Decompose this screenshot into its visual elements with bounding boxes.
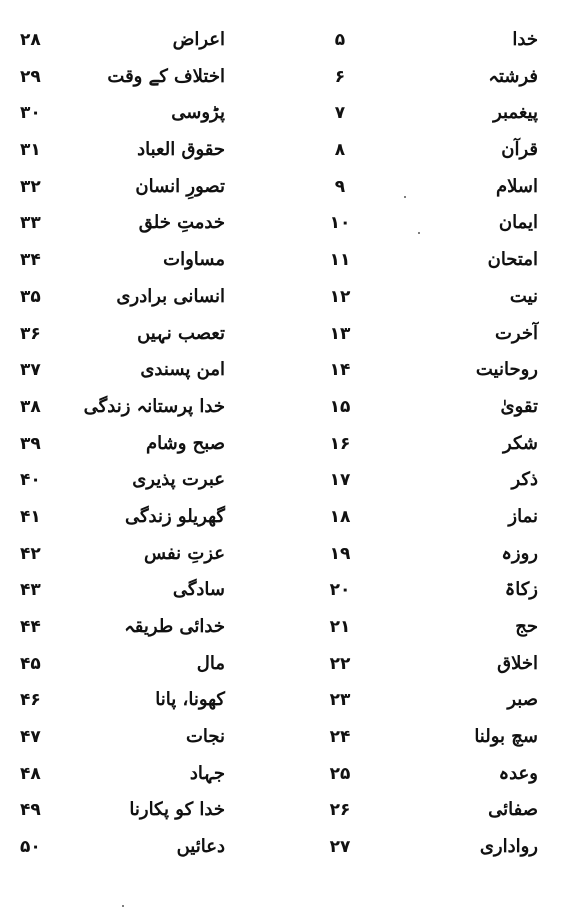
page-number: ۹ xyxy=(334,176,346,197)
topic-entry: سادگی xyxy=(172,579,225,601)
page-number: ۴۸ xyxy=(20,763,41,784)
page-number: ۳۹ xyxy=(20,433,41,454)
topic-entry: صبح وشام xyxy=(145,432,225,454)
page-number: ۳۱ xyxy=(20,140,41,161)
topic-entry: تعصب نہیں xyxy=(137,322,225,344)
page-number: ۲۰ xyxy=(329,580,351,601)
topic-entry: نیت xyxy=(509,285,538,307)
page-number: ۲۱ xyxy=(329,617,351,637)
page-number: ۳۵ xyxy=(20,286,41,307)
page-number: ۴۳ xyxy=(20,580,41,601)
topic-entry: جہاد xyxy=(189,762,225,784)
right-topics xyxy=(390,22,538,866)
page-number: ۲۹ xyxy=(20,66,41,87)
topic-entry: اعراض xyxy=(172,29,225,50)
topic-entry: نماز xyxy=(508,505,538,527)
page-number: ۲۲ xyxy=(329,653,351,674)
topic-entry: سچ بولنا xyxy=(474,726,538,748)
topic-entry: شکر xyxy=(503,432,538,454)
topic-entry: امن پسندی xyxy=(140,359,225,381)
topic-entry: فرشتہ xyxy=(488,65,538,87)
topic-entry: پڑوسی xyxy=(171,102,225,124)
page-number: ۳۰ xyxy=(20,103,41,124)
topic-entry: تصورِ انسان xyxy=(135,175,225,197)
page-number: ۵ xyxy=(334,30,346,50)
page-number: ۳۲ xyxy=(20,176,41,197)
topic-entry: روحانیت xyxy=(475,359,538,381)
topic-entry: روزہ xyxy=(501,542,538,564)
page-number: ۴۲ xyxy=(20,543,41,564)
topic-entry: قرآن xyxy=(501,139,538,161)
right-page-numbers xyxy=(320,22,360,866)
page-number: ۲۵ xyxy=(329,763,351,784)
topic-entry: اختلاف کے وقت xyxy=(107,65,225,87)
topic-entry: نجات xyxy=(185,726,225,748)
topic-entry: زکاۃ xyxy=(504,579,538,601)
page-number: ۲۷ xyxy=(329,837,351,858)
page-number: ۳۶ xyxy=(20,323,41,344)
topic-entry: حج xyxy=(515,616,538,637)
page-number: ۴۷ xyxy=(20,727,41,748)
page-number: ۴۹ xyxy=(20,800,41,821)
topic-entry: خدا xyxy=(512,29,538,50)
print-speck xyxy=(404,196,406,198)
page-number: ۲۳ xyxy=(329,690,351,711)
topic-entry: عزتِ نفس xyxy=(144,542,225,564)
topic-entry: مساوات xyxy=(163,249,225,271)
topic-entry: گھریلو زندگی xyxy=(124,505,225,527)
left-page-numbers xyxy=(20,22,80,866)
topic-entry: صبر xyxy=(507,689,538,711)
topic-entry: دعائیں xyxy=(176,836,225,858)
page-number: ۴۶ xyxy=(20,690,41,711)
left-topics xyxy=(83,22,225,866)
page-number: ۱۰ xyxy=(329,213,351,234)
topic-entry: حقوق العباد xyxy=(137,139,225,161)
topic-entry: آخرت xyxy=(494,322,538,344)
page-number: ۱۶ xyxy=(329,433,351,454)
topic-entry: خدا پرستانہ زندگی xyxy=(83,395,225,417)
page-number: ۱۷ xyxy=(329,470,351,491)
page-number: ۲۸ xyxy=(20,30,41,50)
page-number: ۵۰ xyxy=(20,837,41,858)
page-number: ۲۴ xyxy=(329,727,351,748)
topic-entry: کھونا، پانا xyxy=(155,689,225,711)
topic-entry: اخلاق xyxy=(497,652,538,674)
topic-entry: مال xyxy=(196,652,225,674)
topic-entry: عبرت پذیری xyxy=(132,469,225,491)
page-number: ۳۸ xyxy=(20,396,41,417)
page-number: ۴۰ xyxy=(20,470,41,491)
topic-entry: ذکر xyxy=(511,469,538,491)
page-number: ۷ xyxy=(334,103,346,124)
print-speck xyxy=(418,232,420,234)
page-number: ۴۵ xyxy=(20,653,41,674)
page-number: ۶ xyxy=(334,66,346,87)
page-number: ۳۴ xyxy=(20,250,41,271)
topic-entry: وعدہ xyxy=(498,762,538,784)
topic-entry: صفائی xyxy=(488,799,538,821)
topic-entry: خدمتِ خلق xyxy=(138,212,225,234)
topic-entry: پیغمبر xyxy=(493,102,538,124)
page-number: ۳۳ xyxy=(20,213,41,234)
topic-entry: ایمان xyxy=(498,212,538,234)
topic-entry: اسلام xyxy=(496,175,538,197)
topic-entry: خدائی طریقہ xyxy=(124,616,225,637)
topic-entry: انسانی برادری xyxy=(116,285,225,307)
page-number: ۸ xyxy=(334,140,346,161)
page-number: ۱۵ xyxy=(329,396,351,417)
page-number: ۱۸ xyxy=(329,506,351,527)
page-number: ۳۷ xyxy=(20,360,41,381)
page-number: ۱۳ xyxy=(329,323,351,344)
topic-entry: امتحان xyxy=(487,249,538,271)
page-number: ۱۹ xyxy=(329,543,351,564)
topic-entry: خدا کو پکارنا xyxy=(129,799,225,821)
topic-entry: رواداری xyxy=(479,836,538,858)
print-speck xyxy=(122,905,124,907)
page-number: ۱۴ xyxy=(329,360,351,381)
page-number: ۴۴ xyxy=(20,617,41,637)
page-number: ۲۶ xyxy=(329,800,351,821)
topic-entry: تقویٰ xyxy=(500,395,538,417)
page-number: ۱۲ xyxy=(329,286,351,307)
page-number: ۴۱ xyxy=(20,506,41,527)
page-number: ۱۱ xyxy=(329,250,351,271)
